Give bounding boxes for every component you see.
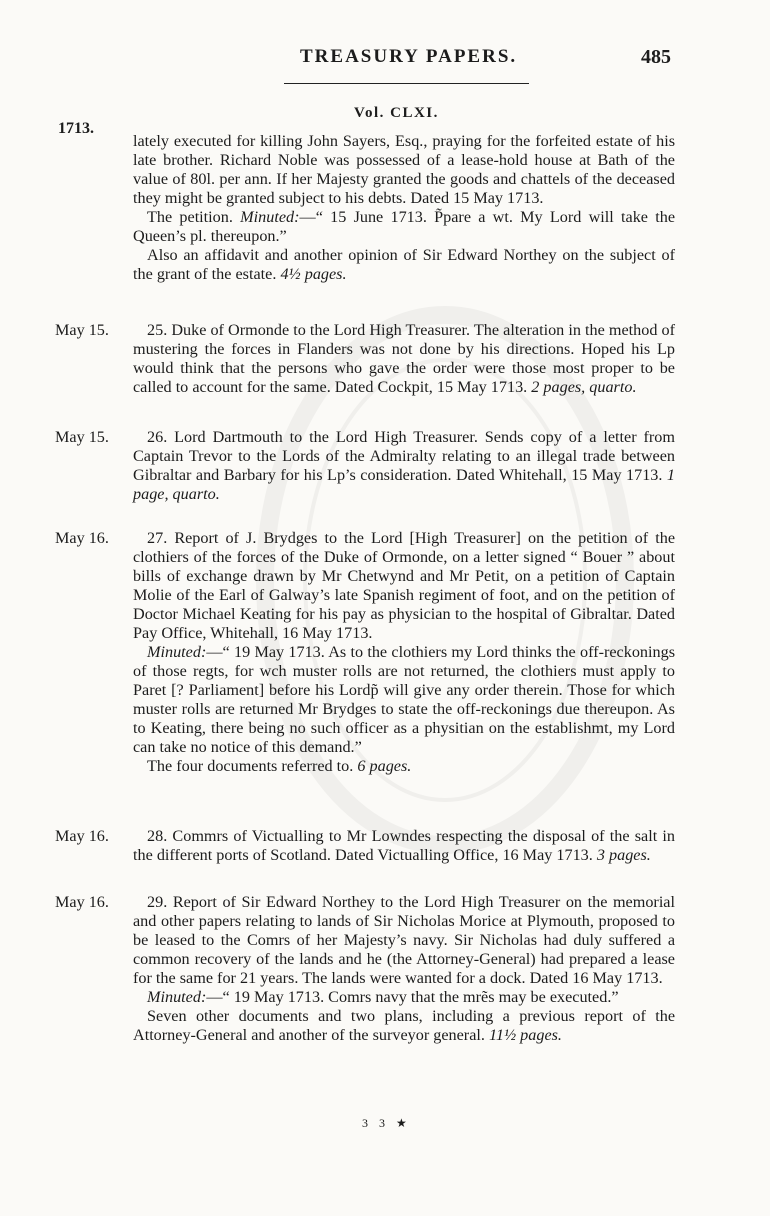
entry-25: [133, 321, 675, 397]
entry-29: [133, 893, 675, 1045]
petition-line: The petition. Minuted:—“ 15 June 1713. P̃pare a wt. My Lord will take the Queen’s pl. thereupon.”: [133, 208, 676, 245]
docs-text: Seven other documents and two plans, including a previous report of the Attorney-General and another of the surveyor general.: [133, 1007, 675, 1044]
signature-mark: 3 3 ★: [362, 1116, 411, 1130]
continuation-entry: [133, 132, 675, 284]
minuted-text: —“ 19 May 1713. Comrs navy that the mrẽs may be executed.”: [206, 988, 619, 1006]
running-title: TREASURY PAPERS.: [300, 46, 518, 67]
continuation-text: lately executed for killing John Sayers, Esq., praying for the forfeited estate of his late brother. Richard Noble was possessed of a lease-hold house at Bath of the value of 80l. per ann. If her Majesty granted the goods and chattels of the deceased they might be granted subject to his debts. Dated 15 May 1713.: [133, 132, 675, 207]
entry-date: May 15.: [55, 428, 109, 446]
minuted-label: Minuted:: [147, 988, 207, 1006]
entry-text: 29. Report of Sir Edward Northey to the Lord High Treasurer on the memorial and other papers relating to lands of Sir Nicholas Morice at Plymouth, proposed to be leased to the Comrs of her Majesty’s navy. Sir Nicholas had duly suffered a common recovery of the lands and he (the Attorney-General) had prepared a lease for the same for 21 years. The lands were wanted for a dock. Dated 16 May 1713.: [133, 893, 675, 987]
page-number: 485: [641, 46, 671, 68]
entry-27: [133, 529, 675, 776]
volume-heading: Vol. CLXI.: [354, 105, 439, 121]
entry-pages: 3 pages.: [596, 846, 651, 864]
entry-text: 25. Duke of Ormonde to the Lord High Treasurer. The alteration in the method of mustering the forces in Flanders was not done by his directions. Hoped his Lp would think that the persons who gave the order were those most proper to be called to account for the same. Dated Cockpit, 15 May 1713.: [133, 321, 675, 396]
entry-date: May 16.: [55, 827, 109, 845]
minuted-text: —“ 19 May 1713. As to the clothiers my Lord thinks the off-reckonings of those regts, for wch muster rolls are not returned, the clothiers must apply to Paret [? Parliament] before his Lordp̃ will give any order therein. Those for which muster rolls are returned Mr Brydges to state the off-reckonings due thereupon. As to Keating, there being no such officer as a physitian on the establishmt, my Lord can take no notice of this demand.”: [133, 643, 675, 756]
entry-26: [133, 428, 675, 504]
entry-text: 26. Lord Dartmouth to the Lord High Treasurer. Sends copy of a letter from Captain Trevor to the Lords of the Admiralty relating to an illegal trade between Gibraltar and Barbary for his Lp’s consideration. Dated Whitehall, 15 May 1713.: [133, 428, 675, 484]
entry-date: May 15.: [55, 321, 109, 339]
entry-date: May 16.: [55, 529, 109, 547]
entry-text: 28. Commrs of Victualling to Mr Lowndes respecting the disposal of the salt in the different ports of Scotland. Dated Victualling Office, 16 May 1713.: [133, 827, 675, 864]
entry-text: 27. Report of J. Brydges to the Lord [High Treasurer] on the petition of the clothiers of the forces of the Duke of Ormonde, on a letter signed “ Bouer ” about bills of exchange drawn by Mr Chetwynd and Mr Petit, on a petition of Captain Molie of the Earl of Galway’s late Spanish regiment of foot, and on the petition of Doctor Michael Keating for his pay as physician to the hospital of Gibraltar. Dated Pay Office, Whitehall, 16 May 1713.: [133, 529, 675, 642]
docs-text: The four documents referred to.: [147, 757, 354, 775]
entry-pages: 11½ pages.: [488, 1026, 562, 1044]
entry-28: [133, 827, 675, 865]
entry-pages: 2 pages, quarto.: [531, 378, 637, 396]
entry-pages: 1 page, quarto.: [133, 466, 676, 503]
entry-pages: 6 pages.: [357, 757, 412, 775]
also-line: Also an affidavit and another opinion of Sir Edward Northey on the subject of the grant of the estate. 4½ pages.: [133, 246, 675, 283]
header-rule: [284, 83, 529, 84]
entry-date: May 16.: [55, 893, 109, 911]
minuted-label: Minuted:: [147, 643, 207, 661]
year-marginal: 1713.: [58, 120, 94, 137]
